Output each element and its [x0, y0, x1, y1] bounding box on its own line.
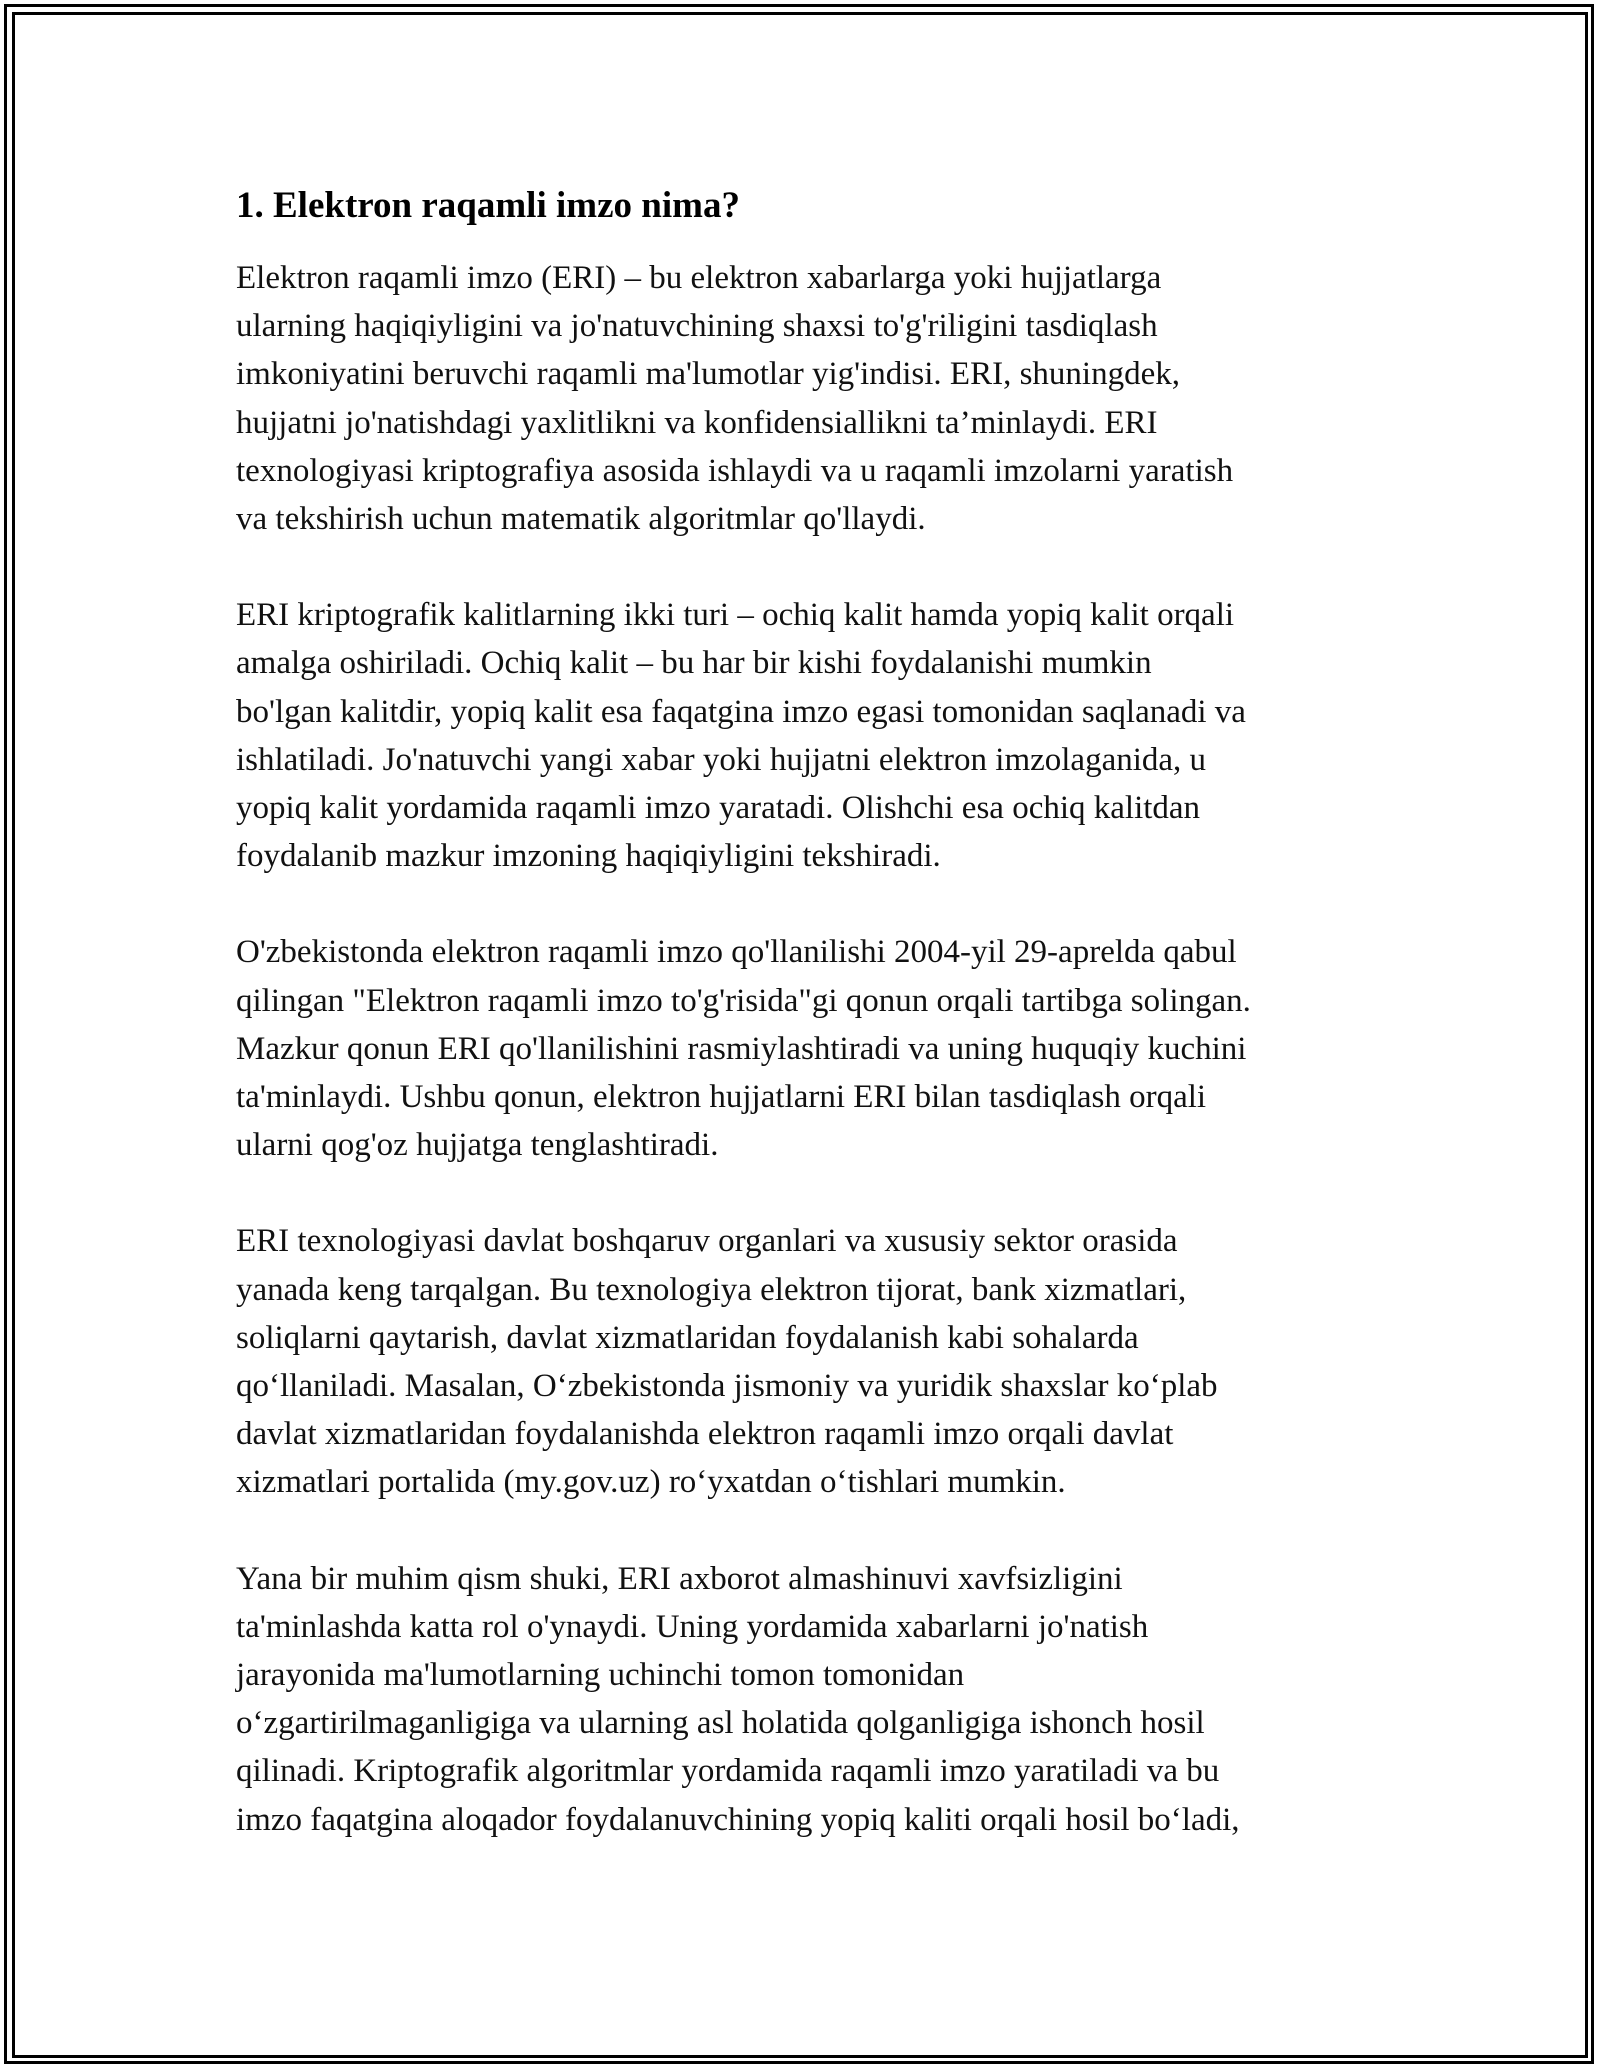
paragraph-security-role: [236, 1555, 1386, 1844]
paragraph-line: jarayonida ma'lumotlarning uchinchi tomon tomonidan: [236, 1657, 965, 1694]
paragraph-line: o‘zgartirilmaganligiga va ularning asl holatida qolganligiga ishonch hosil: [236, 1705, 1205, 1742]
paragraph-line: imkoniyatini beruvchi raqamli ma'lumotlar yig'indisi. ERI, shuningdek,: [236, 356, 1180, 393]
paragraph-line: yanada keng tarqalgan. Bu texnologiya elektron tijorat, bank xizmatlari,: [236, 1271, 1187, 1308]
paragraph-eri-definition: [236, 254, 1386, 543]
paragraph-line: amalga oshiriladi. Ochiq kalit – bu har bir kishi foydalanishi mumkin: [236, 645, 1152, 682]
section-heading: 1. Elektron raqamli imzo nima?: [236, 185, 740, 226]
paragraph-line: bo'lgan kalitdir, yopiq kalit esa faqatgina imzo egasi tomonidan saqlanadi va: [236, 693, 1246, 730]
paragraph-line: imzo faqatgina aloqador foydalanuvchining yopiq kaliti orqali hosil bo‘ladi,: [236, 1801, 1240, 1838]
paragraph-line: qilinadi. Kriptografik algoritmlar yordamida raqamli imzo yaratiladi va bu: [236, 1753, 1220, 1790]
paragraph-key-types: [236, 591, 1386, 880]
paragraph-line: foydalanib mazkur imzoning haqiqiyligini tekshiradi.: [236, 838, 941, 875]
document-body: [236, 182, 1386, 1844]
paragraph-line: texnologiyasi kriptografiya asosida ishlaydi va u raqamli imzolarni yaratish: [236, 452, 1234, 489]
paragraph-line: qo‘llaniladi. Masalan, O‘zbekistonda jismoniy va yuridik shaxslar ko‘plab: [236, 1368, 1218, 1405]
paragraph-line: ta'minlaydi. Ushbu qonun, elektron hujjatlarni ERI bilan tasdiqlash orqali: [236, 1079, 1207, 1116]
paragraph-line: soliqlarni qaytarish, davlat xizmatlaridan foydalanish kabi sohalarda: [236, 1319, 1139, 1356]
paragraph-line: ishlatiladi. Jo'natuvchi yangi xabar yoki hujjatni elektron imzolaganida, u: [236, 741, 1207, 778]
paragraph-line: ularning haqiqiyligini va jo'natuvchining shaxsi to'g'riligini tasdiqlash: [236, 308, 1158, 345]
paragraph-line: ERI texnologiyasi davlat boshqaruv organlari va xususiy sektor orasida: [236, 1223, 1178, 1260]
paragraph-line: va tekshirish uchun matematik algoritmlar qo'llaydi.: [236, 501, 926, 538]
paragraph-line: yopiq kalit yordamida raqamli imzo yaratadi. Olishchi esa ochiq kalitdan: [236, 790, 1201, 827]
paragraph-line: hujjatni jo'natishdagi yaxlitlikni va konfidensiallikni ta’minlaydi. ERI: [236, 404, 1158, 441]
paragraph-line: Elektron raqamli imzo (ERI) – bu elektron xabarlarga yoki hujjatlarga: [236, 260, 1162, 296]
paragraph-line: ularni qog'oz hujjatga tenglashtiradi.: [236, 1127, 719, 1164]
paragraph-line: Mazkur qonun ERI qo'llanilishini rasmiylashtiradi va uning huquqiy kuchini: [236, 1030, 1247, 1067]
paragraph-usage-areas: [236, 1217, 1386, 1506]
paragraph-line: xizmatlari portalida (my.gov.uz) ro‘yxatdan o‘tishlari mumkin.: [236, 1464, 1066, 1501]
paragraph-legal-basis: [236, 928, 1386, 1169]
paragraph-line: davlat xizmatlaridan foydalanishda elektron raqamli imzo orqali davlat: [236, 1416, 1174, 1453]
paragraph-line: ERI kriptografik kalitlarning ikki turi – ochiq kalit hamda yopiq kalit orqali: [236, 597, 1235, 634]
paragraph-line: qilingan "Elektron raqamli imzo to'g'risida"gi qonun orqali tartibga solingan.: [236, 982, 1251, 1019]
paragraph-line: O'zbekistonda elektron raqamli imzo qo'llanilishi 2004-yil 29-aprelda qabul: [236, 934, 1237, 971]
paragraph-line: Yana bir muhim qism shuki, ERI axborot almashinuvi xavfsizligini: [236, 1560, 1123, 1597]
paragraph-line: ta'minlashda katta rol o'ynaydi. Uning yordamida xabarlarni jo'natish: [236, 1608, 1149, 1645]
